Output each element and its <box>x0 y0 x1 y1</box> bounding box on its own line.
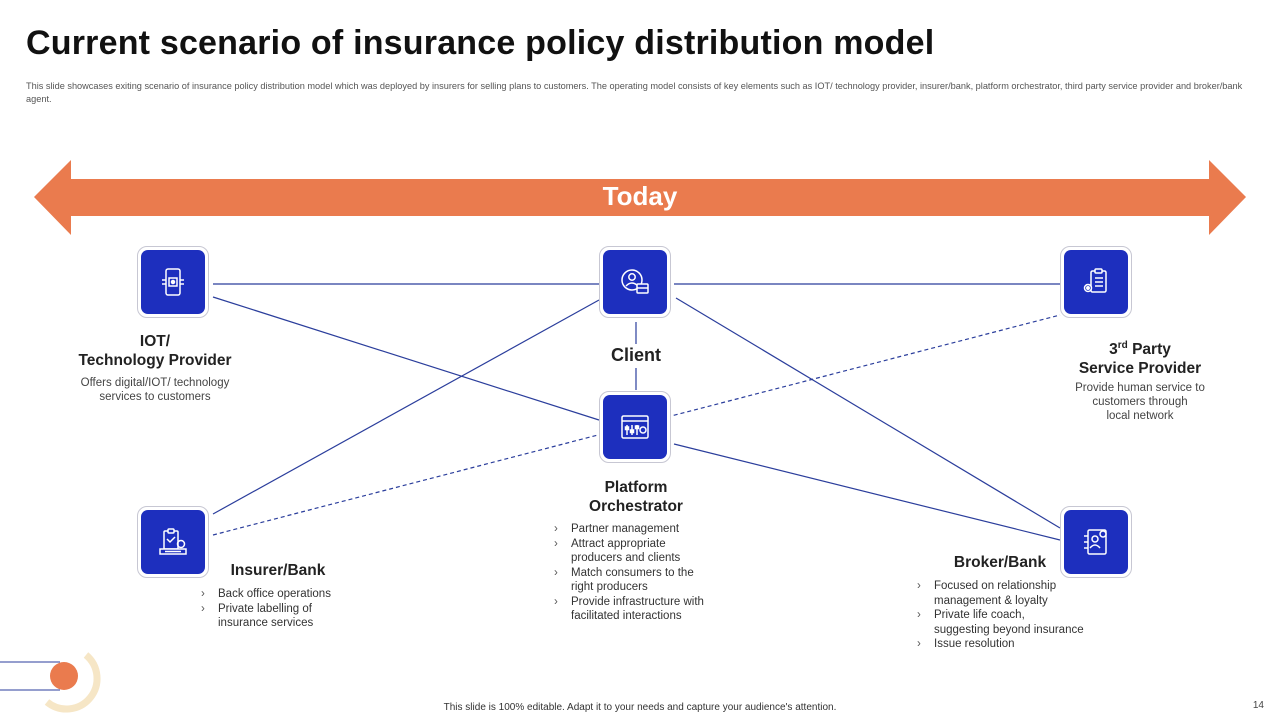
list-item: › Attract appropriate <box>552 537 752 552</box>
list-item: suggesting beyond insurance <box>934 623 1084 636</box>
list-item: insurance services <box>218 617 314 629</box>
iot-heading: IOT/ Technology Provider <box>78 333 232 369</box>
platform-node[interactable] <box>599 391 671 463</box>
list-item: management & loyalty <box>934 594 1048 607</box>
platform-bullets <box>552 522 752 624</box>
page-title: Current scenario of insurance policy distribution model <box>26 24 935 62</box>
connector-client-broker <box>676 298 1060 528</box>
iot-description: Offers digital/IOT/ technology services to customers <box>80 377 230 403</box>
client-node[interactable] <box>599 246 671 318</box>
list-item: › Back office operations <box>199 587 379 602</box>
broker-heading: Broker/Bank <box>953 554 1047 571</box>
broker-bullets <box>915 579 1115 652</box>
connector-insurer-client <box>213 300 599 514</box>
client-heading: Client <box>610 345 661 365</box>
clipboard-gear-icon <box>1080 266 1112 298</box>
timeline-label: Today <box>602 181 678 211</box>
client-user-icon <box>619 266 651 298</box>
list-item: › Provide infrastructure with <box>552 595 752 610</box>
list-item: › Private labelling of <box>199 602 379 617</box>
deco-dot <box>50 662 78 690</box>
slide-description: This slide showcases exiting scenario of insurance policy distribution model which was deployed by insurers for selling plans to customers. The operating model consists of key elements such as IOT/ technology provider, insurer/bank, platform orchestrator, third party service provider and broker/bank agent. <box>26 81 1243 104</box>
footer-note: This slide is 100% editable. Adapt it to your needs and capture your audience's attention. <box>443 702 837 713</box>
list-item: › Match consumers to the <box>552 566 752 581</box>
list-item: › Issue resolution <box>915 637 1115 652</box>
list-item: › Focused on relationship <box>915 579 1115 594</box>
insurer-bullets <box>199 587 379 631</box>
list-item: right producers <box>571 581 648 593</box>
iot-chip-icon <box>157 266 189 298</box>
third-party-heading: 3rd Party Service Provider <box>1078 340 1202 378</box>
list-item: › Private life coach, <box>915 608 1115 623</box>
insurer-heading: Insurer/Bank <box>230 562 326 579</box>
third-party-description: Provide human service to customers through local network <box>1075 382 1205 422</box>
list-item: › Partner management <box>552 522 752 537</box>
list-item: facilitated interactions <box>571 610 682 622</box>
third-party-node[interactable] <box>1060 246 1132 318</box>
page-number: 14 <box>1252 700 1264 711</box>
list-item: producers and clients <box>571 552 681 564</box>
broker-node[interactable] <box>1060 506 1132 578</box>
control-panel-icon <box>619 411 651 443</box>
broker-document-icon <box>1080 526 1112 558</box>
iot-node[interactable] <box>137 246 209 318</box>
insurance-bank-icon <box>157 526 189 558</box>
platform-heading: Platform Orchestrator <box>589 479 683 515</box>
insurer-node[interactable] <box>137 506 209 578</box>
connector-iot-platform <box>213 297 599 420</box>
